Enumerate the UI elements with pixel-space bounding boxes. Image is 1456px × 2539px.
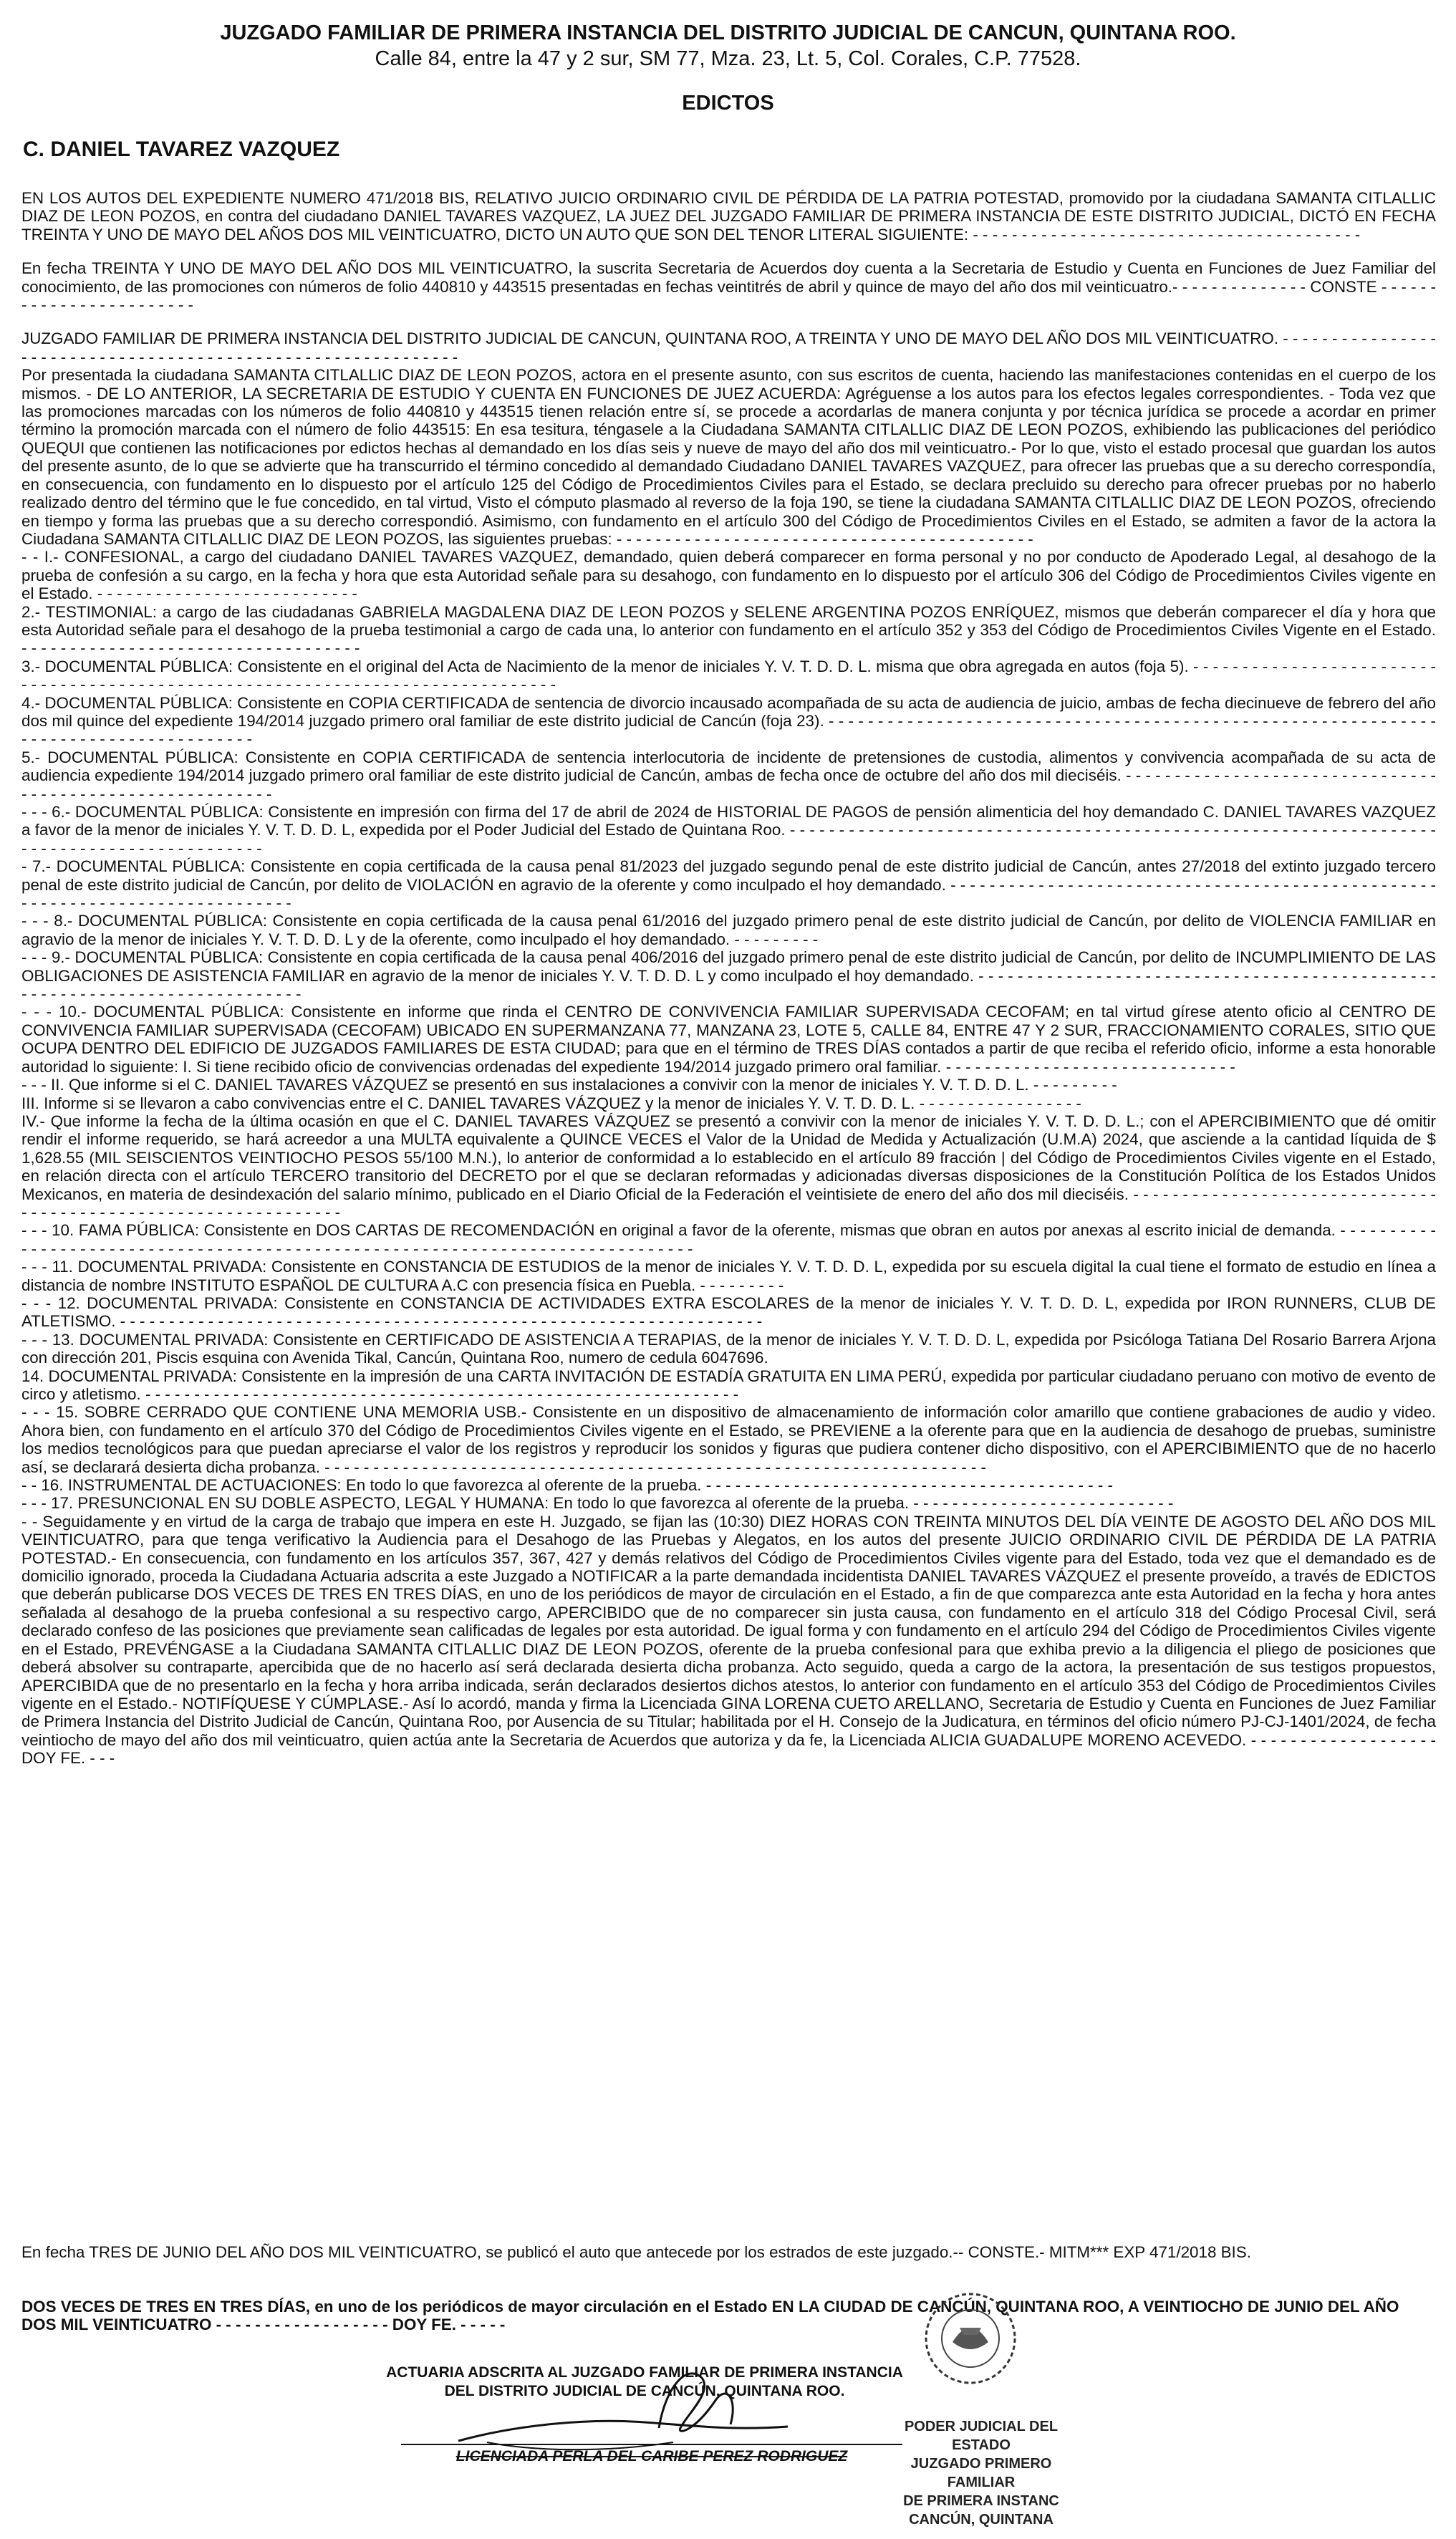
document-title: EDICTOS [682, 92, 774, 115]
body-paragraph: EN LOS AUTOS DEL EXPEDIENTE NUMERO 471/2018 BIS, RELATIVO JUICIO ORDINARIO CIVIL DE PÉRDIDA DE LA PATRIA POTESTAD, promovido por la ciudadana SAMANTA CITLALLIC DIAZ DE LEON POZOS, en contra del ciudadano DANIEL TAVARES VAZQUEZ, LA JUEZ DEL JUZGADO FAMILIAR DE PRIMERA INSTANCIA DE ESTE DISTRITO JUDICIAL, DICTÓ EN FECHA TREINTA Y UNO DE MAYO DEL AÑOS DOS MIL VEINTICUATRO, DICTO UN AUTO QUE SON DEL TENOR LITERAL SIGUIENTE: - - - - - - - - - - - - - - - - - - - - - - - - - - - - - - - - - - - - - - - - [21, 189, 1436, 244]
stamp-line: JUZGADO PRIMERO [910, 2456, 1052, 2472]
document-body [21, 189, 1436, 2245]
body-paragraph: 5.- DOCUMENTAL PÚBLICA: Consistente en COPIA CERTIFICADA de sentencia interlocutoria de incidente de pretensiones de custodia, alimentos y convivencia acompañada de su acta de audiencia expediente 194/2014 juzgado primero oral familiar de este distrito judicial de Cancún, ambas de fecha once de octubre del año dos mil dieciséis. - - - - - - - - - - - - - - - - - - - - - - - - - - - - - - - - - - - - - - - - - - - - - - - - - - - - - - - - - - [21, 748, 1436, 803]
body-paragraph: - - - II. Que informe si el C. DANIEL TAVARES VÁZQUEZ se presentó en sus instalaciones a convivir con la menor de iniciales Y. V. T. D. D. L. - - - - - - - - - [21, 1076, 1117, 1094]
addressee: C. DANIEL TAVAREZ VAZQUEZ [23, 138, 340, 161]
signature-line [401, 2444, 902, 2445]
publication-note: En fecha TRES DE JUNIO DEL AÑO DOS MIL VEINTICUATRO, se publicó el auto que antecede por los estrados de este juzgado.-- CONSTE.- MITM*** EXP 471/2018 BIS. [21, 2243, 1251, 2261]
body-paragraph: 3.- DOCUMENTAL PÚBLICA: Consistente en el original del Acta de Nacimiento de la menor de iniciales Y. V. T. D. D. L. misma que obra agregada en autos (foja 5). - - - - - - - - - - - - - - - - - - - - - - - - - - - - - - - - - - - - - - - - - - - - - - - - - - - - - - - - - - - - - - - - - - - - - - - - - - - - - - - - [21, 657, 1436, 694]
body-paragraph: - - - 12. DOCUMENTAL PRIVADA: Consistente en CONSTANCIA DE ACTIVIDADES EXTRA ESCOLARES de la menor de iniciales Y. V. T. D. D. L, expedida por IRON RUNNERS, CLUB DE ATLETISMO. - - - - - - - - - - - - - - - - - - - - - - - - - - - - - - - - - - - - - - - - - - - - - - - - - - - - - - - - - - - - - - - - - - [21, 1293, 1436, 1331]
court-address: Calle 84, entre la 47 y 2 sur, SM 77, Mza. 23, Lt. 5, Col. Corales, C.P. 77528. [375, 47, 1081, 70]
body-paragraph: JUZGADO FAMILIAR DE PRIMERA INSTANCIA DEL DISTRITO JUDICIAL DE CANCUN, QUINTANA ROO, A TREINTA Y UNO DE MAYO DEL AÑO DOS MIL VEINTICUATRO. - - - - - - - - - - - - - - - - - - - - - - - - - - - - - - - - - - - - - - - - - - - - - - - - - - - - - - - - - - - - - [21, 329, 1436, 366]
body-paragraph: - - Seguidamente y en virtud de la carga de trabajo que impera en este H. Juzgado, se fijan las (10:30) DIEZ HORAS CON TREINTA MINUTOS DEL DÍA VEINTE DE AGOSTO DEL AÑO DOS MIL VEINTICUATRO, para que tenga verificativo la Audiencia para el Desahogo de las Pruebas y Alegatos, en los autos del presente JUICIO ORDINARIO CIVIL DE PÉRDIDA DE LA PATRIA POTESTAD.- En consecuencia, con fundamento en los artículos 357, 367, 427 y demás relativos del Código de Procedimientos Civiles vigente para del Estado, toda vez que el demandado es de domicilio ignorado, proceda la Ciudadana Actuaria adscrita a este Juzgado a NOTIFICAR a la parte demandada incidentista DANIEL TAVARES VÁZQUEZ el presente proveído, a través de EDICTOS que deberán publicarse DOS VECES DE TRES EN TRES DÍAS, en uno de los periódicos de mayor de circulación en el Estado, a fin de que comparezca ante esta Autoridad en la fecha y hora antes señalada al desahogo de la prueba confesional a su respectivo cargo, APERCIBIDO que de no comparecer sin justa causa, con fundamento en el artículo 318 del Código Procesal Civil, será declarado confeso de las posiciones que previamente sean calificadas de legales por esta autoridad. De igual forma y con fundamento en el artículo 294 del Código de Procedimientos Civiles vigente en el Estado, PREVÉNGASE a la Ciudadana SAMANTA CITLALLIC DIAZ DE LEON POZOS, oferente de la prueba confesional para que exhiba previo a la diligencia el pliego de posiciones que deberá absolver su contraparte, apercibida que de no hacerlo así será declarada desierta dicha probanza. Acto seguido, queda a cargo de la actora, la presentación de sus testigos propuestos, APERCIBIDA que de no presentarlo en la fecha y hora arriba indicada, serán declarados desiertos dichos atestos, lo anterior con fundamento en el artículo 353 del Código de Procedimientos Civiles vigente en el Estado.- NOTIFÍQUESE Y CÚMPLASE.- Así lo acordó, manda y firma la Licenciada GINA LORENA CUETO ARELLANO, Secretaria de Estudio y Cuenta en Funciones de Juez Familiar de Primera Instancia del Distrito Judicial de Cancún, Quintana Roo, por Ausencia de su Titular; habilitada por el H. Consejo de la Judicatura, en términos del oficio número PJ-CJ-1401/2024, de fecha veintiocho de mayo del año dos mil veinticuatro, quien actúa ante la Secretaria de Acuerdos que autoriza y da fe, la Licenciada ALICIA GUADALUPE MORENO ACEVEDO. - - - - - - - - - - - - - - - - - - - DOY FE. - - - [21, 1512, 1436, 1768]
stamp-line: FAMILIAR [947, 2475, 1016, 2490]
body-paragraph: - - - 6.- DOCUMENTAL PÚBLICA: Consistente en impresión con firma del 17 de abril de 2024 de HISTORIAL DE PAGOS de pensión alimenticia del hoy demandado C. DANIEL TAVARES VAZQUEZ a favor de la menor de iniciales Y. V. T. D. D. L, expedida por el Poder Judicial del Estado de Quintana Roo. - - - - - - - - - - - - - - - - - - - - - - - - - - - - - - - - - - - - - - - - - - - - - - - - - - - - - - - - - - - - - - - - - - - - - - - - - - - - - - - - - - - - - - - - - - - [21, 803, 1436, 857]
body-paragraph: - - - 13. DOCUMENTAL PRIVADA: Consistente en CERTIFICADO DE ASISTENCIA A TERAPIAS, de la menor de iniciales Y. V. T. D. D. L, expedida por Psicóloga Tatiana Del Rosario Barrera Arjona con dirección 201, Piscis esquina con Avenida Tikal, Cancún, Quintana Roo, numero de cedula 6047696. [21, 1330, 1436, 1367]
stamp-line: CANCÚN, QUINTANA [909, 2512, 1054, 2528]
court-name: JUZGADO FAMILIAR DE PRIMERA INSTANCIA DEL DISTRITO JUDICIAL DE CANCUN, QUINTANA ROO. [220, 21, 1236, 44]
body-paragraph: - - 16. INSTRUMENTAL DE ACTUACIONES: En todo lo que favorezca al oferente de la prueba. - - - - - - - - - - - - - - - - - - - - - - - - - - - - - - - - - - - - - - - - - - [21, 1476, 1113, 1495]
paragraph-gap [21, 314, 1436, 329]
court-header [43, 20, 1413, 72]
body-paragraph: - - - 9.- DOCUMENTAL PÚBLICA: Consistente en copia certificada de la causa penal 406/2016 del juzgado primero penal de este distrito judicial de Cancún, por delito de INCUMPLIMIENTO DE LAS OBLIGACIONES DE ASISTENCIA FAMILIAR en agravio de la menor de iniciales Y. V. T. D. D. L y como inculpado el hoy demandado. - - - - - - - - - - - - - - - - - - - - - - - - - - - - - - - - - - - - - - - - - - - - - - - - - - - - - - - - - - - - - - - - - - - - - - - - - - - - [21, 948, 1436, 1003]
court-stamp [888, 2417, 1074, 2529]
body-paragraph: III. Informe si se llevaron a cabo convivencias entre el C. DANIEL TAVARES VÁZQUEZ y la menor de iniciales Y. V. T. D. D. L. - - - - - - - - - - - - - - - - - [21, 1094, 1081, 1112]
stamp-line: PODER JUDICIAL DEL ESTADO [904, 2419, 1059, 2453]
body-paragraph: 14. DOCUMENTAL PRIVADA: Consistente en la impresión de una CARTA INVITACIÓN DE ESTADÍA GRATUITA EN LIMA PERÚ, expedida por particular ciudadano peruano con motivo de evento de circo y atletismo. - - - - - - - - - - - - - - - - - - - - - - - - - - - - - - - - - - - - - - - - - - - - - - - - - - - - - - - - - - - - - [21, 1367, 1436, 1403]
body-paragraph: - - - 10.- DOCUMENTAL PÚBLICA: Consistente en informe que rinda el CENTRO DE CONVIVENCIA FAMILIAR SUPERVISADA CECOFAM; en tal virtud gírese atento oficio al CENTRO DE CONVIVENCIA FAMILIAR SUPERVISADA (CECOFAM) UBICADO EN SUPERMANZANA 77, MANZANA 23, LOTE 5, CALLE 84, ENTRE 47 Y 2 SUR, FRACCIONAMIENTO CORALES, SITIO QUE OCUPA DENTRO DEL EDIFICIO DE JUZGADOS FAMILIARES DE ESTA CIUDAD; para que en el término de TRES DÍAS contados a partir de que reciba el referido oficio, informe a esta honorable autoridad lo siguiente: I. Si tiene recibido oficio de convivencias ordenadas del expediente 194/2014 juzgado primero oral familiar. - - - - - - - - - - - - - - - - - - - - - - - - - - - - - - [21, 1003, 1436, 1076]
signer-name: LICENCIADA PERLA DEL CARIBE PEREZ RODRIGUEZ [455, 2448, 848, 2465]
signature-title-line1: ACTUARIA ADSCRITA AL JUZGADO FAMILIAR DE PRIMERA INSTANCIA [386, 2364, 903, 2381]
body-paragraph: 2.- TESTIMONIAL: a cargo de las ciudadanas GABRIELA MAGDALENA DIAZ DE LEON POZOS y SELENE ARGENTINA POZOS ENRÍQUEZ, mismos que deberán comparecer el día y hora que esta Autoridad señale para el desahogo de la prueba testimonial a cargo de cada una, lo anterior con fundamento en el artículo 352 y 353 del Código de Procedimientos Civiles Vigente en el Estado. - - - - - - - - - - - - - - - - - - - - - - - - - - - - - - - - - - - [21, 602, 1436, 657]
stamp-line: DE PRIMERA INSTANC [903, 2493, 1059, 2509]
signature-title-line2: DEL DISTRITO JUDICIAL DE CANCÚN, QUINTANA ROO. [444, 2383, 845, 2399]
body-paragraph: - - I.- CONFESIONAL, a cargo del ciudadano DANIEL TAVARES VAZQUEZ, demandado, quien deberá comparecer en forma personal y no por conducto de Apoderado Legal, al desahogo de la prueba de confesión a su cargo, en la fecha y hora que esta Autoridad señale para su desahogo, con fundamento en lo dispuesto por el artículo 306 del Código de Procedimientos Civiles vigente en el Estado. - - - - - - - - - - - - - - - - - - - - - - - - - - - [21, 548, 1436, 603]
court-seal-icon [910, 2285, 1031, 2392]
body-paragraph: 4.- DOCUMENTAL PÚBLICA: Consistente en COPIA CERTIFICADA de sentencia de divorcio incausado acompañada de su acta de audiencia de juicio, ambas de fecha diecinueve de febrero del año dos mil quince del expediente 194/2014 juzgado primero oral familiar de este distrito judicial de Cancún (foja 23). - - - - - - - - - - - - - - - - - - - - - - - - - - - - - - - - - - - - - - - - - - - - - - - - - - - - - - - - - - - - - - - - - - - - - - - - - - - - - - - - - - - - - - [21, 693, 1436, 748]
body-paragraph: - - - 10. FAMA PÚBLICA: Consistente en DOS CARTAS DE RECOMENDACIÓN en original a favor de la oferente, mismas que obran en autos por anexas al escrito inicial de demanda. - - - - - - - - - - - - - - - - - - - - - - - - - - - - - - - - - - - - - - - - - - - - - - - - - - - - - - - - - - - - - - - - - - - - - - - - - - - - - - - [21, 1221, 1436, 1258]
body-paragraph: En fecha TREINTA Y UNO DE MAYO DEL AÑO DOS MIL VEINTICUATRO, la suscrita Secretaria de Acuerdos doy cuenta a la Secretaria de Estudio y Cuenta en Funciones de Juez Familiar del conocimiento, de las promociones con números de folio 440810 y 443515 presentadas en fechas veintitrés de abril y quince de mayo del año dos mil veinticuatro.- - - - - - - - - - - - - - CONSTE - - - - - - - - - - - - - - - - - - - - - - - - [21, 259, 1436, 314]
paragraph-gap [21, 244, 1436, 259]
publication-order: DOS VECES DE TRES EN TRES DÍAS, en uno de los periódicos de mayor circulación en el Estado EN LA CIUDAD DE CANCÚN, QUINTANA ROO, A VEINTIOCHO DE JUNIO DEL AÑO DOS MIL VEINTICUATRO - - - - - - - - - - - - - - - - - - DOY FE. - - - - - [21, 2298, 1399, 2334]
body-paragraph: - - - 8.- DOCUMENTAL PÚBLICA: Consistente en copia certificada de la causa penal 61/2016 del juzgado primero penal de este distrito judicial de Cancún, por delito de VIOLENCIA FAMILIAR en agravio de la menor de iniciales Y. V. T. D. D. L y de la oferente, como inculpado el hoy demandado. - - - - - - - - - [21, 912, 1436, 948]
body-paragraph: - - - 11. DOCUMENTAL PRIVADA: Consistente en CONSTANCIA DE ESTUDIOS de la menor de iniciales Y. V. T. D. D. L, expedida por su escuela digital la cual tiene el formato de estudio en línea a distancia de nombre INSTITUTO ESPAÑOL DE CULTURA A.C con presencia física en Puebla. - - - - - - - - - [21, 1258, 1436, 1294]
body-paragraph: Por presentada la ciudadana SAMANTA CITLALLIC DIAZ DE LEON POZOS, actora en el presente asunto, con sus escritos de cuenta, haciendo las manifestaciones contenidas en el cuerpo de los mismos. - DE LO ANTERIOR, LA SECRETARIA DE ESTUDIO Y CUENTA EN FUNCIONES DE JUEZ ACUERDA: Agréguense a los autos para los efectos legales correspondientes. - Toda vez que las promociones marcadas con los números de folio 440810 y 443515 tienen relación entre sí, se procede a acordarlas de manera conjunta y por técnica jurídica se procede a acordar en primer término la promoción marcada con el número de folio 443515: En esa tesitura, téngasele a la Ciudadana SAMANTA CITLALLIC DIAZ DE LEON POZOS, exhibiendo las publicaciones del periódico QUEQUI que contienen las notificaciones por edictos hechas al demandado en los días seis y nueve de mayo del año dos mil veinticuatro.- Por lo que, visto el estado procesal que guardan los autos del presente asunto, de lo que se advierte que ha transcurrido el término concedido al demandado Ciudadano DANIEL TAVARES VAZQUEZ, para ofrecer las pruebas que a su derecho correspondía, en consecuencia, con fundamento en lo dispuesto por el artículo 125 del Código de Procedimientos Civiles para el Estado, se declara precluido su derecho para ofrecer pruebas por no haberlo realizado dentro del término que le fue concedido, en tal virtud, Visto el cómputo plasmado al reverso de la foja 190, se tiene la ciudadana SAMANTA CITLALLIC DIAZ DE LEON POZOS, ofreciendo en tiempo y forma las pruebas que a su derecho correspondió. Asimismo, con fundamento en el artículo 300 del Código de Procedimientos Civiles en el Estado, se admiten a favor de la actora la Ciudadana SAMANTA CITLALLIC DIAZ DE LEON POZOS, las siguientes pruebas: - - - - - - - - - - - - - - - - - - - - - - - - - - - - - - - - - - - - - - - - - - - [21, 366, 1436, 548]
body-paragraph: - - - 17. PRESUNCIONAL EN SU DOBLE ASPECTO, LEGAL Y HUMANA: En todo lo que favorezca al oferente de la prueba. - - - - - - - - - - - - - - - - - - - - - - - - - - - [21, 1494, 1174, 1513]
body-paragraph: IV.- Que informe la fecha de la última ocasión en que el C. DANIEL TAVARES VÁZQUEZ se presentó a convivir con la menor de iniciales Y. V. T. D. D. L.; con el APERCIBIMIENTO que dé omitir rendir el informe requerido, se hará acreedor a una MULTA equivalente a QUINCE VECES el Valor de la Unidad de Medida y Actualización (U.M.A) 2024, que asciende a la cantidad líquida de $ 1,628.55 (MIL SEISCIENTOS VEINTIOCHO PESOS 55/100 M.N.), lo anterior de conformidad a lo establecido en el artículo 89 fracción | del Código de Procedimientos Civiles vigente en el Estado, en relación directa con el artículo TERCERO transitorio del DECRETO por el que se declaran reformadas y adicionadas diversas disposiciones de la Constitución Política de los Estados Unidos Mexicanos, en materia de desindexación del salario mínimo, publicado en el Diario Oficial de la Federación el veintisiete de enero del año dos mil dieciséis. - - - - - - - - - - - - - - - - - - - - - - - - - - - - - - - - - - - - - - - - - - - - - - - - - - - - - - - - - - - - - - - - [21, 1112, 1436, 1221]
body-paragraph: - 7.- DOCUMENTAL PÚBLICA: Consistente en copia certificada de la causa penal 81/2023 del juzgado segundo penal de este distrito judicial de Cancún, antes 27/2018 del extinto juzgado tercero penal de este distrito judicial de Cancún, por delito de VIOLACIÓN en agravio de la oferente y como inculpado el hoy demandado. - - - - - - - - - - - - - - - - - - - - - - - - - - - - - - - - - - - - - - - - - - - - - - - - - - - - - - - - - - - - - - - - - - - - - - - - - - - - - - [21, 857, 1436, 912]
body-paragraph: - - - 15. SOBRE CERRADO QUE CONTIENE UNA MEMORIA USB.- Consistente en un dispositivo de almacenamiento de información color amarillo que contiene grabaciones de audio y video. Ahora bien, con fundamento en el artículo 370 del Código de Procedimientos Civiles vigente en el Estado, se PREVIENE a la oferente para que en la audiencia de desahogo de pruebas, suministre los medios tecnológicos para que puedan apreciarse el valor de los registros y reproducir los sonidos y figuras que pudiera contener dicho dispositivo, con el APERCIBIMIENTO que de no hacerlo así, se declarará desierta dicha probanza. - - - - - - - - - - - - - - - - - - - - - - - - - - - - - - - - - - - - - - - - - - - - - - - - - - - - - - - - - - - - - - - - - - - - [21, 1403, 1436, 1476]
